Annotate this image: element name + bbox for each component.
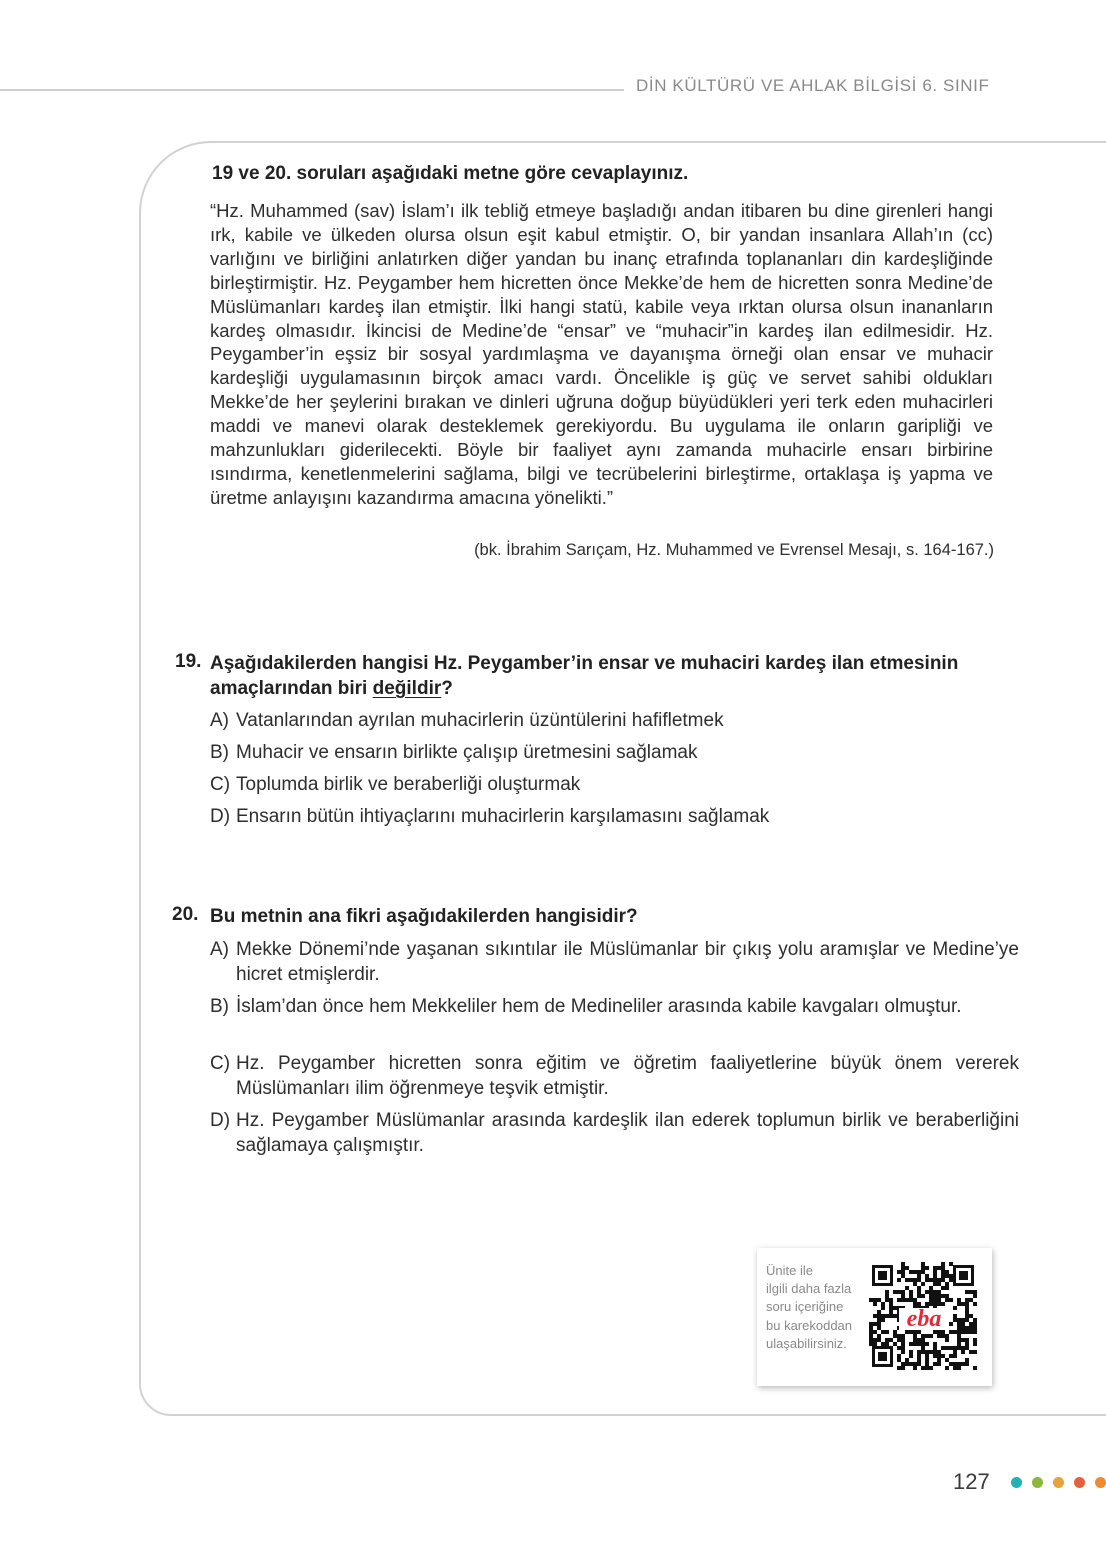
option-text: Hz. Peygamber Müslümanlar arasında kardeşlik ilan ederek toplumun birlik ve beraberliğini sağlamaya çalışmıştır. [236, 1110, 1019, 1156]
option-letter: B) [210, 996, 229, 1017]
question-20-number: 20. [172, 904, 199, 925]
qr-box [757, 1248, 992, 1386]
qr-caption-line: ulaşabilirsiniz. [766, 1335, 847, 1351]
question-19-option-b[interactable] [210, 740, 1019, 765]
header-rule [0, 89, 624, 91]
option-letter: D) [210, 1110, 231, 1131]
header-title: DİN KÜLTÜRÜ VE AHLAK BİLGİSİ 6. SINIF [636, 76, 990, 95]
passage-text: “Hz. Muhammed (sav) İslam’ı ilk tebliğ etmeye başladığı andan itibaren bu dine girenleri hangi ırk, kabile ve ülkeden olursa olsun eşit kabul etmiştir. O, bir yandan insanlara Allah’ın (cc) varlığını ve birliğini anlatırken diğer yandan bu inanç etrafında toplananları din kardeşliğinde birleştirmiştir. Hz. Peygamber hem hicretten önce Mekke’de hem de hicretten sonra Medine’de Müslümanları kardeş ilan etmiştir. İlki hangi statü, kabile veya ırktan olursa olsun inananların kardeş olmasıdır. İkincisi de Medine’de “ensar” ve “muhacir”in kardeş ilan edilmesidir. Hz. Peygamber’in eşsiz bir sosyal yardımlaşma ve dayanışma örneği olan ensar ve muhacir kardeşliği uygulamasının birçok amacı vardı. Öncelikle iş güç ve servet sahibi oldukları Mekke’de her şeylerini bırakan ve dinleri uğruna doğup büyüdükleri yeri terk eden muhacirleri maddi ve manevi olarak desteklemek gerekiyordu. Bu uygulama ile onların garipliği ve mahzunlukları giderilecekti. Böyle bir faaliyet aynı zamanda muhacirle ensarı birbirine ısındırma, kenetlenmelerini sağlama, bilgi ve tecrübelerini birleştirme, ortaklaşa iş yapma ve üretme anlayışını kazandırma amacına yönelikti.” [210, 200, 993, 508]
qr-caption-line: bu karekoddan [766, 1317, 853, 1333]
option-text: Toplumda birlik ve beraberliği oluşturmak [236, 774, 581, 795]
question-20-option-c[interactable] [210, 1051, 1019, 1101]
qr-caption [766, 1262, 852, 1353]
decor-dot [1095, 1477, 1106, 1488]
question-19-option-d[interactable] [210, 804, 1019, 829]
question-19-number: 19. [175, 651, 202, 672]
qr-code-icon[interactable] [869, 1262, 977, 1370]
option-letter: D) [210, 806, 231, 827]
option-letter: A) [210, 939, 229, 960]
option-letter: B) [210, 742, 229, 763]
passage-intro: 19 ve 20. soruları aşağıdaki metne göre cevaplayınız. [212, 163, 689, 184]
question-20-option-a[interactable] [210, 937, 1019, 987]
question-19-emphasis: değildir [372, 678, 442, 699]
option-text: Muhacir ve ensarın birlikte çalışıp üretmesini sağlamak [236, 742, 698, 763]
option-text: Ensarın bütün ihtiyaçlarını muhacirlerin karşılamasını sağlamak [236, 806, 770, 827]
option-letter: C) [210, 774, 231, 795]
question-19-option-a[interactable] [210, 708, 1019, 733]
qr-caption-line: soru içeriğine [766, 1299, 844, 1315]
decor-dot [1053, 1477, 1064, 1488]
decor-dot [1074, 1477, 1085, 1488]
question-20-option-b[interactable] [210, 994, 1019, 1019]
page-number: 127 [953, 1469, 990, 1494]
question-20-option-d[interactable] [210, 1108, 1019, 1158]
decor-dot [1032, 1477, 1043, 1488]
option-letter: C) [210, 1053, 231, 1074]
option-text: Mekke Dönemi’nde yaşanan sıkıntılar ile Müslümanlar bir çıkış yolu aramışlar ve Medine’ye hicret etmişlerdir. [236, 939, 1019, 985]
eba-logo: eba [906, 1306, 942, 1332]
option-text: İslam’dan önce hem Mekkeliler hem de Medineliler arasında kabile kavgaları olmuştur. [236, 996, 962, 1017]
question-19-text [210, 651, 993, 701]
question-19-option-c[interactable] [210, 772, 1019, 797]
option-text: Hz. Peygamber hicretten sonra eğitim ve öğretim faaliyetlerine büyük önem vererek Müslümanları ilim öğrenmeye teşvik etmiştir. [236, 1053, 1019, 1099]
question-20-text: Bu metnin ana fikri aşağıdakilerden hangisidir? [210, 906, 638, 927]
question-19-mark: ? [441, 678, 453, 699]
decor-dot [1011, 1477, 1022, 1488]
option-letter: A) [210, 710, 229, 731]
qr-caption-line: ilgili daha fazla [766, 1281, 852, 1297]
question-19-text-a: Aşağıdakilerden hangisi Hz. Peygamber’in ensar ve muhaciri kardeş ilan etmesinin amaçlarından biri [210, 653, 959, 699]
passage-citation: (bk. İbrahim Sarıçam, Hz. Muhammed ve Evrensel Mesajı, s. 164-167.) [474, 541, 994, 559]
option-text: Vatanlarından ayrılan muhacirlerin üzüntülerini hafifletmek [236, 710, 724, 731]
qr-caption-line: Ünite ile [766, 1263, 813, 1278]
